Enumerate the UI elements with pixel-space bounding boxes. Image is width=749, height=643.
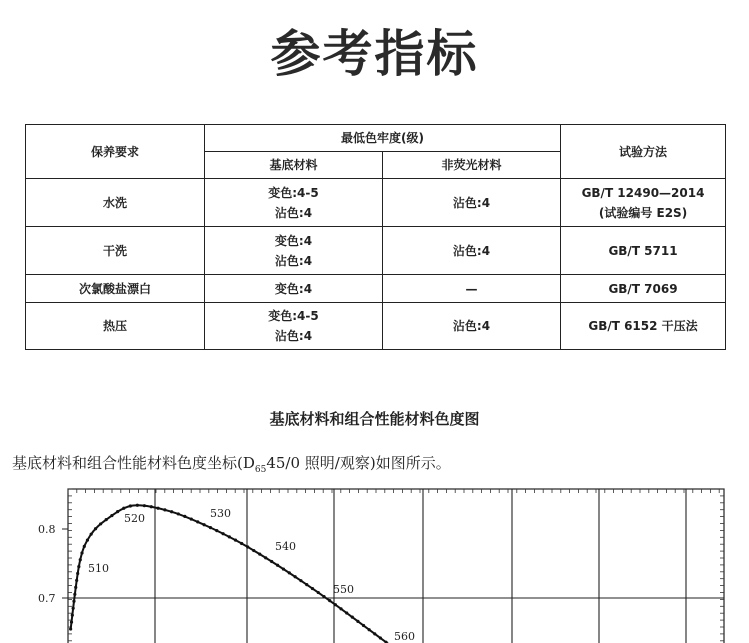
locus-tick xyxy=(294,575,297,578)
row-base-values: 变色:4-5 沾色:4 xyxy=(205,179,383,227)
locus-tick xyxy=(116,510,119,513)
locus-tick xyxy=(83,545,86,548)
header-min-fastness: 最低色牢度(级) xyxy=(205,125,561,152)
wavelength-label: 540 xyxy=(275,540,296,553)
locus-tick xyxy=(356,620,359,623)
table-row xyxy=(26,179,726,227)
header-base-material: 基底材料 xyxy=(205,152,383,179)
locus-tick xyxy=(264,556,267,559)
locus-tick xyxy=(86,539,89,542)
locus-tick xyxy=(99,522,102,525)
locus-tick xyxy=(163,508,166,511)
locus-tick xyxy=(234,539,237,542)
locus-tick xyxy=(311,587,314,590)
locus-tick xyxy=(246,545,249,548)
locus-tick xyxy=(105,518,108,521)
locus-tick xyxy=(322,595,325,598)
table-row xyxy=(26,303,726,350)
fastness-table xyxy=(25,124,726,350)
row-nonfluor-value: 沾色:4 xyxy=(383,227,561,275)
row-requirement: 干洗 xyxy=(26,227,205,275)
locus-tick xyxy=(240,542,243,545)
row-requirement: 水洗 xyxy=(26,179,205,227)
row-base-values: 变色:4-5 沾色:4 xyxy=(205,303,383,350)
locus-tick xyxy=(72,607,75,610)
locus-tick xyxy=(209,526,212,529)
locus-tick xyxy=(76,572,79,575)
page-title: 参考指标 xyxy=(270,25,479,83)
locus-tick xyxy=(156,507,159,510)
locus-tick xyxy=(196,520,199,523)
locus-tick xyxy=(203,523,206,526)
locus-tick xyxy=(72,600,75,603)
locus-tick xyxy=(110,514,113,517)
locus-tick xyxy=(305,583,308,586)
table-row xyxy=(26,275,726,303)
row-nonfluor-value: 沾色:4 xyxy=(383,179,561,227)
y-tick-label: 0.7 xyxy=(38,592,56,605)
locus-tick xyxy=(70,621,73,624)
locus-tick xyxy=(252,549,255,552)
locus-tick xyxy=(345,611,348,614)
locus-tick xyxy=(282,567,285,570)
locus-tick xyxy=(215,529,218,532)
row-base-values: 变色:4 xyxy=(205,275,383,303)
wavelength-label: 560 xyxy=(394,630,415,643)
wavelength-label: 530 xyxy=(210,507,231,520)
locus-tick xyxy=(351,616,354,619)
row-method: GB/T 5711 xyxy=(561,227,726,275)
locus-tick xyxy=(339,607,342,610)
header-test-method: 试验方法 xyxy=(561,125,726,179)
locus-tick xyxy=(150,505,153,508)
row-method: GB/T 6152 干压法 xyxy=(561,303,726,350)
locus-tick xyxy=(170,510,173,513)
locus-tick xyxy=(288,571,291,574)
row-nonfluor-value: — xyxy=(383,275,561,303)
locus-tick xyxy=(228,535,231,538)
locus-tick xyxy=(368,628,371,631)
locus-tick xyxy=(79,558,82,561)
locus-tick xyxy=(90,533,93,536)
header-maintenance: 保养要求 xyxy=(26,125,205,179)
locus-tick xyxy=(75,579,78,582)
row-nonfluor-value: 沾色:4 xyxy=(383,303,561,350)
spectral-locus-curve xyxy=(71,505,397,643)
row-base-values: 变色:4 沾色:4 xyxy=(205,227,383,275)
header-nonfluorescent: 非荧光材料 xyxy=(383,152,561,179)
locus-tick xyxy=(379,636,382,639)
wavelength-label: 550 xyxy=(333,583,354,596)
locus-tick xyxy=(143,504,146,507)
wavelength-label: 520 xyxy=(124,512,145,525)
locus-tick xyxy=(317,591,320,594)
row-method: GB/T 7069 xyxy=(561,275,726,303)
locus-tick xyxy=(190,517,193,520)
locus-tick xyxy=(80,551,83,554)
row-requirement: 热压 xyxy=(26,303,205,350)
locus-tick xyxy=(270,560,273,563)
grid-lines xyxy=(68,489,724,643)
locus-tick xyxy=(129,504,132,507)
section-title: 基底材料和组合性能材料色度图 xyxy=(269,410,480,428)
table-row xyxy=(26,227,726,275)
locus-tick xyxy=(299,579,302,582)
locus-tick xyxy=(328,599,331,602)
locus-tick xyxy=(94,527,97,530)
locus-tick xyxy=(136,504,139,507)
locus-tick xyxy=(221,532,224,535)
chromaticity-description: 基底材料和组合性能材料色度坐标($D_{65}45/0$ 照明/观察)如图所示。 xyxy=(12,454,451,475)
row-requirement: 次氯酸盐漂白 xyxy=(26,275,205,303)
locus-tick xyxy=(362,624,365,627)
y-tick-label: 0.8 xyxy=(38,523,56,536)
locus-tick xyxy=(258,553,261,556)
chromaticity-chart xyxy=(0,480,749,643)
locus-tick xyxy=(73,593,76,596)
locus-tick xyxy=(373,632,376,635)
locus-tick xyxy=(122,507,125,510)
locus-tick xyxy=(74,586,77,589)
locus-tick xyxy=(71,614,74,617)
plot-frame xyxy=(68,489,724,643)
locus-tick xyxy=(77,565,80,568)
row-method: GB/T 12490—2014 (试验编号 E2S) xyxy=(561,179,726,227)
locus-tick xyxy=(69,627,72,630)
locus-tick xyxy=(334,603,337,606)
wavelength-label: 510 xyxy=(88,562,109,575)
locus-tick xyxy=(276,564,279,567)
locus-tick xyxy=(183,515,186,518)
locus-tick xyxy=(177,512,180,515)
